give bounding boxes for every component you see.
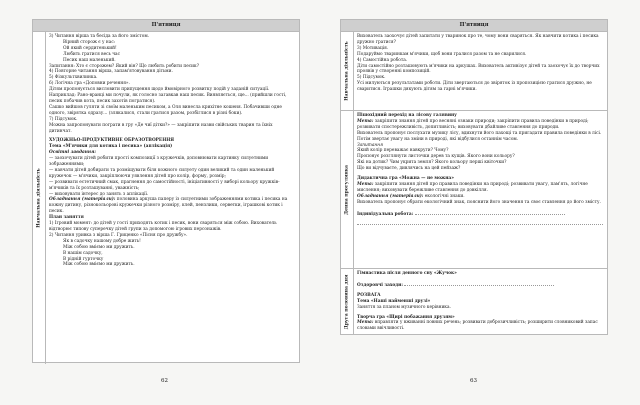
game-goal: закріпити знання дітей про правила поведінки на природі; розвивати увагу, пам'ять, логічне мислення; виховувати бережливе ставлення до довкілля. xyxy=(357,181,588,193)
game-equipment: екологічні знаки. xyxy=(424,193,465,199)
text-line: 6) Логічна гра «Доповни речення». xyxy=(49,81,130,87)
side-label: Денна прогулянка xyxy=(341,111,354,268)
goal-item: — заохочувати дітей робити прості композиції з кружечків, доповнювати картинку силуетними зображеннями; xyxy=(49,156,269,168)
day-header: П'ятниця xyxy=(33,20,299,32)
goal-item: — навчати дітей добирати та розміщувати біля кожного силуету один великий та один маленький кружечок — м'ячики, закріплюючи уявлення дітей про колір, форму, розмір; xyxy=(49,167,275,179)
walk-text: Вихователь пропонує послухати музику лісу, вдихнути його пахощі та пригадати правила поведінки в лісі. Потім звертає увагу на зміни в природі, які відбулися останнім часом. xyxy=(357,130,602,142)
right-page xyxy=(320,0,640,405)
individual-work-label: Індивідуальна робота: xyxy=(357,211,414,217)
goal-item: — розвивати естетичний смак, прагнення до самостійності, ініціативності у виборі кольору кружків-м'ячиків та їх розташуванні, уважність; xyxy=(49,179,280,191)
game-text: Вихователь пропонує обрати екологічний знак, пояснити його значення та своє ставлення до його змісту. xyxy=(357,199,601,205)
content-block xyxy=(46,32,299,364)
creative-title: Творча гра «Щирі побажання друзям» xyxy=(357,314,455,320)
plan-item: 1) Ігровий момент: до дітей у гості приходять котик і песик, вони сваряться між собою. Вихователь відтворює типову суперечку дітей групи за допомогою ігрових персонажів. xyxy=(49,221,277,232)
question: Пропонує розглянути листочки дерев та кущів. Якого вони кольору? xyxy=(357,154,515,160)
poem-line: Песик наш маленький. xyxy=(63,57,116,63)
text-line: Наприклад: Рано-вранці ми почули, як голосно загавкав наш песик. Виявляється, ще... (прийшли гості, песик побачив кота, песик захотів погратися). xyxy=(49,93,287,104)
text-line: 5) Підсумок. xyxy=(357,75,386,81)
text-line: Сашко вийшов гуляти зі своїм маленьким песиком, а Оля винесла крихітне кошеня. Побачивши одне одного, звірятка одразу... (злякалися, стали гратися разом, розбіглися в різні боки). xyxy=(49,104,282,116)
schedule-table-left xyxy=(32,19,300,363)
goal-item: — виховувати інтерес до занять з аплікації. xyxy=(49,191,149,197)
poem-line: Вірний сторож є у нас: xyxy=(63,39,116,45)
side-label: Навчальна діяльність xyxy=(341,32,354,110)
text-line: Подаруймо тваринкам м'ячики, щоб вони гралися разом та не сварилися. xyxy=(357,51,527,57)
text-line: 7) Підсумок. xyxy=(49,116,78,122)
poem-line: Як в садочку нашому добре жить! xyxy=(63,238,141,244)
questions-label: Запитання xyxy=(357,142,383,148)
day-header: П'ятниця xyxy=(341,20,607,32)
row-educational xyxy=(341,32,607,111)
fun-topic: Тема «Наші найменші друзі» xyxy=(357,298,431,304)
poem-line: Ой який сердитенький! xyxy=(63,45,117,51)
row-afternoon xyxy=(341,269,607,335)
health-label: Оздоровчі заходи: xyxy=(357,282,403,288)
walk-title: Пішохідний перехід на лісову галявину xyxy=(357,113,457,118)
fun-text: Заняття за планом музичного керівника. xyxy=(357,304,451,310)
text-line: 3) Мотивація. xyxy=(357,45,389,51)
poem-line: Любить гратися весь час xyxy=(63,51,121,57)
poem-line: В рідній гурточку xyxy=(63,256,104,262)
page-number: 63 xyxy=(470,378,477,384)
question: Який колір переважає навкруги? Чому? xyxy=(357,148,449,154)
question: Які на дотик? Чим укрита земля? Якого кольору перші квіточки? xyxy=(357,160,507,166)
row-educational xyxy=(33,32,299,364)
game-title: Дидактична гра «Можна — не можна» xyxy=(357,176,454,182)
text-line: 3) Читання вірша та бесіда за його змістом. xyxy=(49,34,150,39)
poem-line: В нашім садочку, xyxy=(63,250,103,256)
row-day-walk xyxy=(341,111,607,269)
goals-label: Освітні завдання: xyxy=(49,150,97,156)
walk-goal: закріпити знання дітей про весняні ознаки природи; закріпити правила поведінки в природі; розвивати спостережливість, допитливість; виховувати дбайливе ставлення до природи. xyxy=(357,118,589,130)
side-label: Навчальна діяльність xyxy=(33,32,46,364)
fun-title: РОЗВАГА xyxy=(357,292,381,298)
content-block: Пішохідний перехід на лісову галявину Мета: закріпити знання дітей про весняні ознаки природи; закріпити правила поведінки в природі; розвивати спостережливість, допитливість; виховувати дбайливе ставлення до природи. Вихователь пропонує послухати музику лісу, вдихнути його пахощі та пригадати правила поведінки в лісі. Потім звертає увагу на зміни в природі, які відбулися останнім часом. Запитання Який колір переважає навкруги? Чому? Пропонує розглянути листочки дерев та кущів. Якого вони кольору? Які на дотик? Чим укрита земля? Якого кольору перші квіточки? Що ви відчуваєте, дивлячись на цей пейзаж? Дидактична гра «Можна — не можна» Мета: закріпити знання дітей про правила поведінки на природі; розвивати увагу, пам'ять, логічне мислення; виховувати бережливе ставлення до довкілля. Обладнання (матеріали): екологічні знаки. Вихователь пропонує обрати екологічний знак, пояснити його значення та своє ставлення до його змісту. Індивідуальна робота: xyxy=(354,111,607,268)
content-block: Гімнастика після денного сну «Жучок» Оздоровчі заходи: РОЗВАГА Тема «Наші найменші друзі» Заняття за планом музичного керівника. Творча гра «Щирі побажання друзям» Мета: вправляти у вживанні повних речень; розвивати доброзичливість; розширити словниковий запас словами ввічливості. xyxy=(354,269,607,335)
text-line: Вихователь заохочує дітей запитати у тваринок про те, чому вони сваряться. Як навчити котика і песика дружно гратися? xyxy=(357,34,599,45)
individual-work-field[interactable] xyxy=(415,210,565,215)
schedule-table-right xyxy=(340,19,608,335)
side-label: Друга половина дня xyxy=(341,269,354,335)
health-field[interactable] xyxy=(404,281,554,286)
text-line: Усі милуються результатами роботи. Діти звертаються до звіряток із пропозицією гратися дружно, не сваритися. Іграшки дякують дітям за гарні м'ячики. xyxy=(357,81,592,93)
topic-title: Тема «М'ячики для котика і песика» (аплікація) xyxy=(49,144,173,150)
poem-line: Між собою вміємо ми дружить. xyxy=(63,244,135,250)
text-line: Дітям пропонується висловити припущення щодо ймовірного розвитку подій у заданій ситуації. xyxy=(49,87,270,93)
plan-label: План заняття xyxy=(49,215,84,221)
question: Що ви відчуваєте, дивлячись на цей пейзаж? xyxy=(357,166,461,172)
equipment-text: половина аркуша паперу із силуетними зображеннями котика і песика на кожну дитину, різнокольорові кружечки різного розміру, клей, пензлики, серветки, іграшкові котик і песик. xyxy=(49,197,288,215)
gym-title: Гімнастика після денного сну «Жучок» xyxy=(357,271,457,276)
creative-goal: вправляти у вживанні повних речень; розвивати доброзичливість; розширити словниковий запас словами ввічливості. xyxy=(357,320,598,332)
text-line: 4) Самостійна робота. xyxy=(357,57,408,63)
section-title: ХУДОЖНЬО-ПРОДУКТИВНЕ ОБРАЗОТВОРЕННЯ xyxy=(49,138,175,144)
content-block xyxy=(354,32,607,110)
page-number: 62 xyxy=(161,378,168,384)
blank-line[interactable] xyxy=(357,218,603,225)
text-line: 4) Повторне читання вірша, запам'ятовування дітьми. xyxy=(49,69,173,75)
plan-item: 2) Читання уривка з вірша Г. Гриценко «Пісня про дружбу». xyxy=(49,232,188,238)
equipment-label: Обладнання (матеріали): xyxy=(49,197,116,203)
question-line: Запитання: Хто є сторожем? Який він? Що любить робити песик? xyxy=(49,63,200,69)
text-line: 5) Фізкультхвилинка. xyxy=(49,75,98,81)
poem-line: Між собою вміємо ми дружить. xyxy=(63,262,135,268)
text-line: Діти самостійно розташовують м'ячики на аркушах. Вихователь активізує дітей та заохочує їх до творчих проявів у створенні композицій. xyxy=(357,63,600,75)
text-line: Можна запропонувати пограти в гру «Де чиї дітки?» — закріпити назви свійських тварин та їхніх дитинчат. xyxy=(49,122,273,134)
